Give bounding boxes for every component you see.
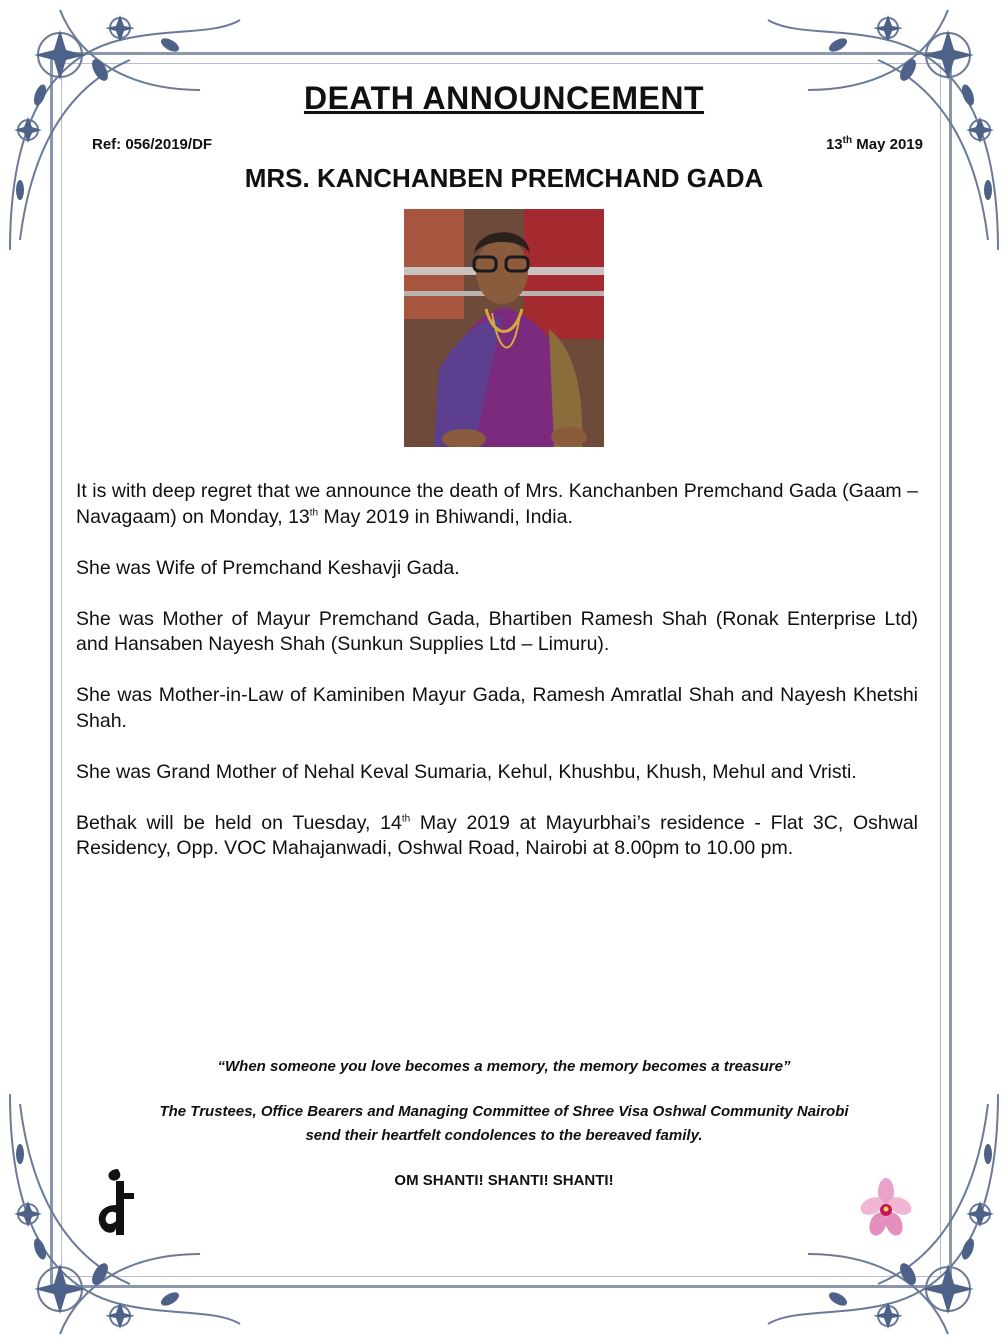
paragraph-death-notice: It is with deep regret that we announce the death of Mrs. Kanchanben Premchand Gada (Gaam – Navagaam) on Monday, 13th May 2019 in Bhiwandi, India. <box>76 480 918 528</box>
condolence-message <box>0 1100 1008 1148</box>
announcement-body <box>76 479 918 887</box>
orchid-flower-icon <box>858 1176 914 1242</box>
paragraph-in-laws: She was Mother-in-Law of Kaminiben Mayur Gada, Ramesh Amratlal Shah and Nayesh Khetshi Shah. <box>76 684 918 732</box>
floral-corner-icon <box>0 0 250 260</box>
floral-corner-icon <box>758 0 1008 260</box>
memorial-quote: “When someone you love becomes a memory, the memory becomes a treasure” <box>217 1058 791 1075</box>
om-symbol-icon <box>92 1165 138 1241</box>
announcement-date: 13th May 2019 <box>825 135 923 153</box>
paragraph-bethak: Bethak will be held on Tuesday, 14th May 2019 at Mayurbhai’s residence - Flat 3C, Oshwal Residency, Opp. VOC Mahajanwadi, Oshwal Road, Nairobi at 8.00pm to 10.00 pm. <box>76 811 918 859</box>
portrait-photo <box>404 209 604 447</box>
condolence-line: send their heartfelt condolences to the bereaved family. <box>305 1127 703 1144</box>
paragraph-children: She was Mother of Mayur Premchand Gada, Bhartiben Ramesh Shah (Ronak Enterprise Ltd) and Hansaben Nayesh Shah (Sunkun Supplies Ltd – Limuru). <box>76 607 918 655</box>
om-shanti-text: OM SHANTI! SHANTI! SHANTI! <box>394 1172 614 1189</box>
condolence-line: The Trustees, Office Bearers and Managing Committee of Shree Visa Oshwal Community Nairobi <box>159 1103 849 1120</box>
deceased-name: MRS. KANCHANBEN PREMCHAND GADA <box>244 163 764 193</box>
page-title: DEATH ANNOUNCEMENT <box>303 80 705 116</box>
reference-number: Ref: 056/2019/DF <box>92 136 213 153</box>
paragraph-grandchildren: She was Grand Mother of Nehal Keval Sumaria, Kehul, Khushbu, Khush, Mehul and Vristi. <box>76 760 857 783</box>
paragraph-spouse: She was Wife of Premchand Keshavji Gada. <box>76 556 460 579</box>
